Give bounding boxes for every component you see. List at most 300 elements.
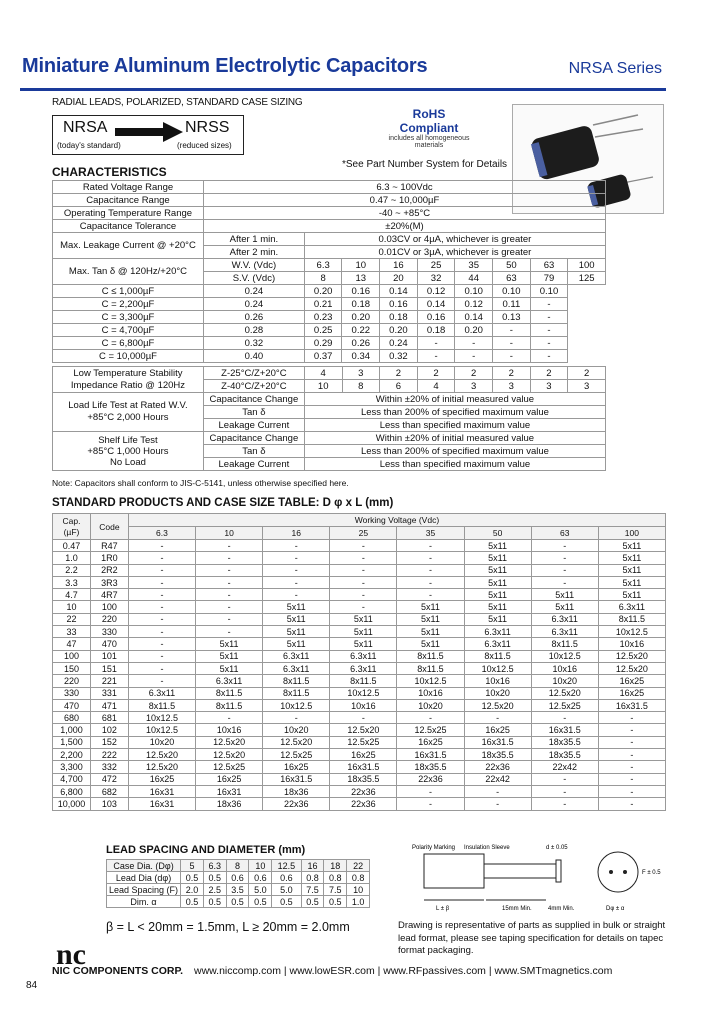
table-cell: -: [531, 564, 598, 576]
table-cell: 20: [380, 272, 418, 285]
table-row: [53, 798, 666, 810]
table-cell: -: [397, 798, 464, 810]
char-sub: Leakage Current: [203, 419, 304, 432]
lowtemp-label-2: Impedance Ratio @ 120Hz: [70, 379, 186, 391]
table-cell: 0.18: [342, 298, 380, 311]
table-cell: 16: [380, 259, 418, 272]
table-cell: -: [531, 552, 598, 564]
table-cell: 8x11.5: [128, 699, 195, 711]
table-cell: 5x11: [330, 626, 397, 638]
table-row: [53, 749, 666, 761]
table-cell: -: [397, 540, 464, 552]
table-cell: 44: [455, 272, 493, 285]
nrsa-label: NRSA: [63, 119, 108, 136]
table-cell: 0.10: [493, 285, 531, 298]
table-cell: 100: [53, 650, 91, 662]
char-sub: Capacitance Change: [203, 432, 304, 445]
table-cell: 0.24: [380, 337, 418, 350]
table-cell: -: [128, 650, 195, 662]
table-cell: -: [128, 675, 195, 687]
table-cell: 3,300: [53, 761, 91, 773]
table-cell: -: [598, 736, 665, 748]
table-cell: -: [531, 785, 598, 797]
table-cell: 5x11: [531, 589, 598, 601]
char-sub: Capacitance Change: [203, 393, 304, 406]
table-cell: 0.5: [324, 896, 347, 908]
table-cell: 5x11: [196, 662, 263, 674]
table-cell: 10x12.5: [330, 687, 397, 699]
table-cell: -: [330, 601, 397, 613]
table-cell: -: [330, 540, 397, 552]
table-cell: 8x11.5: [598, 613, 665, 625]
table-cell: -: [530, 324, 568, 337]
table-cell: -: [263, 712, 330, 724]
char-value: Less than 200% of specified maximum value: [304, 406, 605, 419]
table-cell: 10x12.5: [531, 650, 598, 662]
table-cell: 6.3: [203, 860, 226, 872]
char-value: Within ±20% of initial measured value: [304, 393, 605, 406]
char-sub: After 1 min.: [203, 233, 304, 246]
table-cell: -: [417, 350, 455, 363]
table-row: [53, 626, 666, 638]
table-cell: 10x16: [531, 662, 598, 674]
table-cell: 16x31.5: [263, 773, 330, 785]
table-cell: 50: [493, 259, 531, 272]
table-cell: -: [530, 298, 568, 311]
rohs-line3: includes all homogeneous materials: [388, 135, 470, 149]
table-cell: -: [128, 564, 195, 576]
table-row: [53, 662, 666, 674]
table-cell: 6.3x11: [330, 662, 397, 674]
voltage-header: 25: [330, 527, 397, 540]
table-cell: 2.5: [203, 884, 226, 896]
table-cell: 18x36: [263, 785, 330, 797]
table-cell: 22: [53, 613, 91, 625]
table-cell: 150: [53, 662, 91, 674]
table-cell: 10x16: [196, 724, 263, 736]
table-cell: -: [196, 601, 263, 613]
table-cell: 5x11: [397, 638, 464, 650]
table-cell: 0.8: [301, 872, 324, 884]
table-cell: 0.6: [249, 872, 272, 884]
table-cell: Dim. α: [107, 896, 181, 908]
subtitle: RADIAL LEADS, POLARIZED, STANDARD CASE SIZING: [52, 97, 303, 108]
char-value: 6.3 ~ 100Vdc: [203, 181, 605, 194]
table-cell: -: [128, 613, 195, 625]
table-cell: 12.5x20: [598, 662, 665, 674]
table-cell: 16x31.5: [598, 699, 665, 711]
table-cell: 12.5x20: [464, 699, 531, 711]
table-cell: 0.28: [203, 324, 304, 337]
table-cell: 10x20: [397, 699, 464, 711]
table-cell: 16x31: [128, 798, 195, 810]
table-cell: 0.5: [249, 896, 272, 908]
table-cell: 5x11: [263, 613, 330, 625]
table-cell: 0.16: [417, 311, 455, 324]
table-cell: 0.40: [203, 350, 304, 363]
table-cell: 22x36: [464, 761, 531, 773]
table-row: [107, 884, 370, 896]
shelf-label-2: +85°C 1,000 Hours: [87, 445, 169, 457]
table-cell: -: [455, 337, 493, 350]
table-cell: 220: [90, 613, 128, 625]
table-cell: 0.6: [272, 872, 301, 884]
lowtemp-label-1: Low Temperature Stability: [73, 367, 183, 379]
char-sub: Tan δ: [203, 406, 304, 419]
voltage-header: 63: [531, 527, 598, 540]
char-label: Max. Tan δ @ 120Hz/+20°C: [53, 259, 204, 285]
table-cell: -: [196, 589, 263, 601]
table-cell: 5x11: [464, 589, 531, 601]
table-cell: 63: [530, 259, 568, 272]
logo-text: nc: [56, 938, 86, 968]
rohs-line2: Compliant: [399, 121, 459, 135]
table-row: [53, 699, 666, 711]
page-number: 84: [26, 980, 38, 991]
table-cell: 18: [324, 860, 347, 872]
table-cell: 1,500: [53, 736, 91, 748]
table-cell: -: [128, 601, 195, 613]
table-cell: 0.8: [324, 872, 347, 884]
table-cell: -: [531, 798, 598, 810]
table-cell: 0.24: [203, 285, 304, 298]
table-cell: 12.5x20: [531, 687, 598, 699]
table-cell: 682: [90, 785, 128, 797]
table-cell: 8x11.5: [531, 638, 598, 650]
table-cell: -: [128, 552, 195, 564]
table-cell: 3R3: [90, 576, 128, 588]
table-cell: -: [196, 564, 263, 576]
table-cell: 151: [90, 662, 128, 674]
table-cell: -: [531, 540, 598, 552]
table-cell: 4R7: [90, 589, 128, 601]
table-cell: 25: [417, 259, 455, 272]
table-cell: 6.3x11: [598, 601, 665, 613]
table-row: [53, 761, 666, 773]
voltage-header: 100: [598, 527, 665, 540]
table-cell: 16x31.5: [531, 724, 598, 736]
table-cell: -: [397, 552, 464, 564]
table-cell: 222: [90, 749, 128, 761]
table-cell: 5x11: [397, 613, 464, 625]
table-cell: 331: [90, 687, 128, 699]
table-cell: 0.14: [417, 298, 455, 311]
char-value: 0.47 ~ 10,000µF: [203, 194, 605, 207]
table-cell: 0.20: [342, 311, 380, 324]
table-cell: -: [530, 311, 568, 324]
table-cell: 12.5x20: [128, 761, 195, 773]
table-cell: 5x11: [397, 601, 464, 613]
char-value: -40 ~ +85°C: [203, 207, 605, 220]
label-f: F ± 0.5: [642, 870, 661, 876]
table-cell: 2: [530, 367, 568, 380]
table-cell: 102: [90, 724, 128, 736]
table-cell: 0.32: [380, 350, 418, 363]
table-cell: 0.6: [226, 872, 249, 884]
table-cell: 22x36: [330, 798, 397, 810]
char-value: 0.03CV or 4µA, whichever is greater: [304, 233, 605, 246]
table-cell: 2: [380, 367, 418, 380]
table-cell: 8x11.5: [397, 662, 464, 674]
table-cell: 16x31.5: [330, 761, 397, 773]
table-cell: 22x42: [531, 761, 598, 773]
table-cell: 22x42: [464, 773, 531, 785]
table-cell: -: [530, 350, 568, 363]
table-cell: -: [128, 638, 195, 650]
loadlife-label-2: +85°C 2,000 Hours: [87, 412, 169, 423]
label-min: 15mm Min.: [502, 906, 532, 912]
table-cell: R47: [90, 540, 128, 552]
label-min2: 4mm Min.: [548, 906, 575, 912]
table-cell: 1R0: [90, 552, 128, 564]
char-label: [53, 393, 204, 432]
table-cell: -: [263, 576, 330, 588]
table-cell: -: [196, 712, 263, 724]
characteristics-heading: CHARACTERISTICS: [52, 165, 167, 179]
char-sub: Leakage Current: [203, 458, 304, 471]
table-cell: 5x11: [464, 613, 531, 625]
char-value: Less than specified maximum value: [304, 419, 605, 432]
table-cell: C = 4,700µF: [53, 324, 204, 337]
table-cell: 100: [568, 259, 606, 272]
table-cell: 10x12.5: [598, 626, 665, 638]
table-cell: 0.13: [493, 311, 531, 324]
title-rule: [20, 88, 666, 91]
table-cell: -: [397, 564, 464, 576]
table-cell: 2: [455, 367, 493, 380]
footer-links: www.niccomp.com | www.lowESR.com | www.RFpassives.com | www.SMTmagnetics.com: [194, 965, 613, 977]
note-text: Note: Capacitors shall conform to JIS-C-5141, unless otherwise specified here.: [52, 478, 349, 488]
table-cell: 0.32: [203, 337, 304, 350]
table-cell: Lead Dia (dφ): [107, 872, 181, 884]
table-cell: 0.29: [304, 337, 342, 350]
see-note: *See Part Number System for Details: [342, 159, 508, 170]
table-cell: -: [128, 662, 195, 674]
table-cell: 12.5x20: [128, 749, 195, 761]
table-cell: -: [128, 576, 195, 588]
table-cell: -: [128, 626, 195, 638]
voltage-header: 35: [397, 527, 464, 540]
wv-header: Working Voltage (Vdc): [128, 514, 665, 527]
label-polarity: Polarity Marking: [412, 845, 456, 851]
table-cell: 0.12: [455, 298, 493, 311]
table-row: [53, 540, 666, 552]
table-row: [53, 298, 606, 311]
table-row: [53, 785, 666, 797]
table-cell: 10x12.5: [263, 699, 330, 711]
table-cell: 6.3x11: [196, 675, 263, 687]
table-cell: 330: [90, 626, 128, 638]
table-cell: 16x25: [330, 749, 397, 761]
table-cell: 10x16: [397, 687, 464, 699]
table-row: [53, 337, 606, 350]
table-cell: -: [263, 589, 330, 601]
table-cell: 10: [304, 380, 342, 393]
table-cell: C = 10,000µF: [53, 350, 204, 363]
table-cell: 2: [493, 367, 531, 380]
nrsa-note: (today's standard): [57, 141, 121, 150]
shelf-label-3: No Load: [109, 456, 146, 468]
table-cell: -: [196, 540, 263, 552]
table-cell: 5x11: [464, 601, 531, 613]
table-cell: 5x11: [263, 638, 330, 650]
table-cell: 12.5x20: [598, 650, 665, 662]
nrsa-to-nrss-box: [52, 115, 244, 155]
table-row: [53, 724, 666, 736]
table-cell: -: [263, 564, 330, 576]
table-cell: 0.5: [203, 872, 226, 884]
table-cell: 470: [53, 699, 91, 711]
table-cell: 16x25: [464, 724, 531, 736]
table-cell: 10: [347, 884, 370, 896]
table-cell: -: [330, 576, 397, 588]
standard-products-table: [52, 513, 666, 811]
table-row: [53, 311, 606, 324]
table-cell: 6.3x11: [330, 650, 397, 662]
table-cell: 0.14: [455, 311, 493, 324]
table-cell: 12.5x20: [330, 724, 397, 736]
label-dcase: Dφ ± α: [606, 906, 625, 912]
table-cell: 3: [568, 380, 606, 393]
table-row: [53, 675, 666, 687]
table-cell: 2.2: [53, 564, 91, 576]
table-cell: -: [493, 337, 531, 350]
char-label: Max. Leakage Current @ +20°C: [53, 233, 204, 259]
table-cell: 2: [568, 367, 606, 380]
table-cell: -: [397, 785, 464, 797]
table-cell: 5x11: [330, 613, 397, 625]
table-cell: -: [493, 350, 531, 363]
table-cell: 3: [455, 380, 493, 393]
table-cell: 0.34: [342, 350, 380, 363]
table-cell: -: [464, 785, 531, 797]
table-cell: 6: [380, 380, 418, 393]
table-cell: 63: [493, 272, 531, 285]
table-cell: 8x11.5: [464, 650, 531, 662]
table-cell: 10x12.5: [128, 724, 195, 736]
table-row: [53, 576, 666, 588]
table-cell: 0.37: [304, 350, 342, 363]
table-cell: 18x36: [196, 798, 263, 810]
table-cell: 8x11.5: [263, 675, 330, 687]
table-cell: 0.24: [203, 298, 304, 311]
table-cell: 5x11: [263, 626, 330, 638]
table-cell: 12.5x20: [196, 736, 263, 748]
table-cell: 18x35.5: [464, 749, 531, 761]
table-cell: -: [397, 589, 464, 601]
table-cell: 0.5: [203, 896, 226, 908]
table-cell: 47: [53, 638, 91, 650]
table-cell: -: [196, 576, 263, 588]
page-title: Miniature Aluminum Electrolytic Capacitors: [22, 55, 428, 77]
table-cell: 5.0: [249, 884, 272, 896]
table-cell: 16x25: [598, 675, 665, 687]
table-cell: 5x11: [196, 638, 263, 650]
table-cell: 12.5x25: [397, 724, 464, 736]
table-row: [53, 736, 666, 748]
table-cell: 8: [304, 272, 342, 285]
char-label: Operating Temperature Range: [53, 207, 204, 220]
table-row: [53, 638, 666, 650]
table-row: [53, 552, 666, 564]
table-cell: 3: [493, 380, 531, 393]
table-cell: 101: [90, 650, 128, 662]
char-label: Capacitance Range: [53, 194, 204, 207]
table-cell: -: [397, 576, 464, 588]
table-cell: 472: [90, 773, 128, 785]
table-cell: 10x12.5: [397, 675, 464, 687]
table-cell: 8x11.5: [330, 675, 397, 687]
table-cell: 0.16: [342, 285, 380, 298]
table-cell: -: [397, 712, 464, 724]
rohs-badge: [384, 107, 474, 149]
table-cell: 0.11: [493, 298, 531, 311]
table-cell: 5x11: [464, 552, 531, 564]
table-cell: -: [598, 785, 665, 797]
table-cell: 0.16: [380, 298, 418, 311]
table-cell: 16x25: [397, 736, 464, 748]
table-cell: 0.47: [53, 540, 91, 552]
table-cell: 5x11: [464, 564, 531, 576]
table-cell: 332: [90, 761, 128, 773]
table-cell: 10x20: [464, 687, 531, 699]
table-cell: -: [196, 626, 263, 638]
table-cell: 330: [53, 687, 91, 699]
table-row: [53, 589, 666, 601]
char-sub: S.V. (Vdc): [203, 272, 304, 285]
char-value: Less than specified maximum value: [304, 458, 605, 471]
table-cell: -: [531, 773, 598, 785]
table-cell: 6.3x11: [464, 626, 531, 638]
loadlife-label-1: Load Life Test at Rated W.V.: [68, 400, 188, 411]
table-cell: 0.22: [342, 324, 380, 337]
table-cell: 10x16: [330, 699, 397, 711]
table-cell: 4: [304, 367, 342, 380]
table-cell: -: [196, 552, 263, 564]
table-cell: 12.5x25: [330, 736, 397, 748]
capacitor-dimension-drawing: [406, 842, 686, 912]
characteristics-table-2: [52, 366, 606, 471]
table-cell: 12.5x25: [531, 699, 598, 711]
table-cell: 13: [342, 272, 380, 285]
table-cell: 10: [249, 860, 272, 872]
table-cell: 6.3x11: [263, 650, 330, 662]
char-sub: Tan δ: [203, 445, 304, 458]
table-cell: -: [598, 798, 665, 810]
table-cell: 10: [53, 601, 91, 613]
table-cell: 220: [53, 675, 91, 687]
table-cell: 10x20: [263, 724, 330, 736]
table-cell: 5x11: [531, 601, 598, 613]
table-cell: 10x20: [531, 675, 598, 687]
table-row: [107, 872, 370, 884]
nrss-note: (reduced sizes): [177, 141, 232, 150]
table-cell: 5x11: [330, 638, 397, 650]
table-cell: -: [128, 589, 195, 601]
table-cell: -: [598, 761, 665, 773]
table-cell: 4,700: [53, 773, 91, 785]
table-cell: 10x12.5: [128, 712, 195, 724]
table-row: [53, 324, 606, 337]
code-header: Code: [90, 514, 128, 540]
table-cell: 18x35.5: [397, 761, 464, 773]
table-row: [53, 601, 666, 613]
table-cell: 3.5: [226, 884, 249, 896]
table-cell: -: [531, 576, 598, 588]
table-cell: 0.5: [226, 896, 249, 908]
table-cell: 16x31: [128, 785, 195, 797]
table-cell: 0.10: [530, 285, 568, 298]
